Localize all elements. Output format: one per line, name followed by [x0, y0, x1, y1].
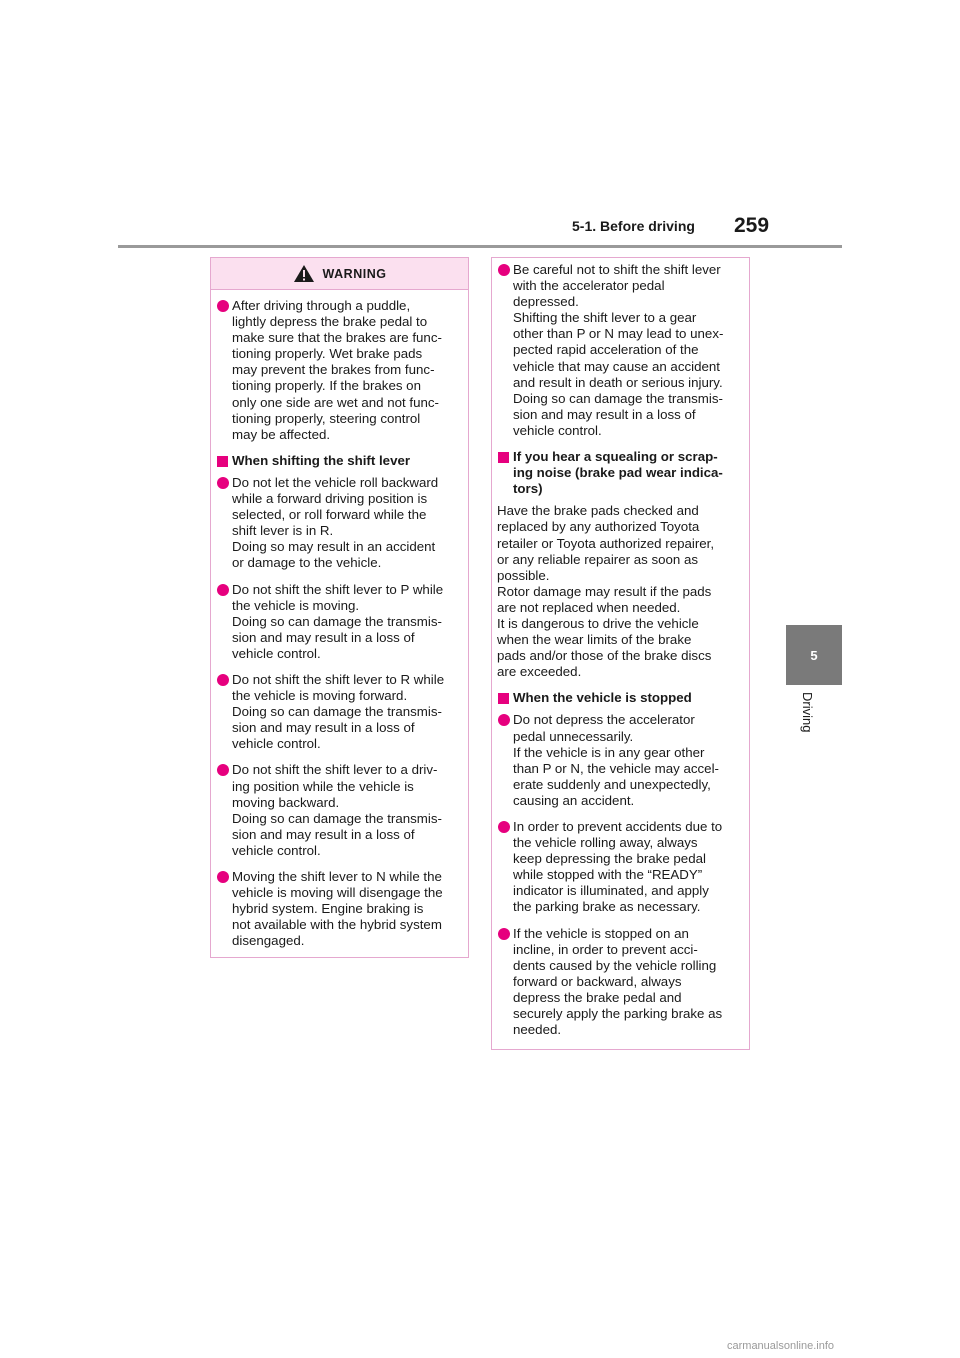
warning-list-right [492, 258, 749, 1038]
warning-box-right [491, 257, 750, 1050]
bullet-text: Do not depress the accelerator pedal unnecessarily. If the vehicle is in any gear other than P or N, the vehicle may accel- erate suddenly and unexpectedly, causing an accident. [513, 712, 719, 808]
bullet-text: Do not let the vehicle roll backward while a forward driving position is selected, or roll forward while the shift lever is in R. Doing so may result in an accident or damage to the vehicle. [232, 474, 439, 571]
bullet-text: After driving through a puddle, lightly depress the brake pedal to make sure that the brakes are func- tioning properly. Wet brake pads may prevent the brakes from func- tioning properly. If the brakes on only one side are wet and not func- tioning properly, steering control may be affected. [232, 298, 442, 442]
bullet-item [216, 672, 463, 752]
section-title: 5-1. Before driving [572, 218, 695, 234]
bullet-text: If the vehicle is stopped on an incline, in order to prevent acci- dents caused by the vehicle rolling forward or backward, always depress the brake pedal and securely apply the parking brake as needed. [513, 925, 723, 1038]
square-bullet-icon [217, 456, 228, 467]
subheading [216, 453, 463, 469]
bullet-dot-icon [498, 821, 510, 833]
bullet-dot-icon [498, 264, 510, 276]
bullet-dot-icon [217, 300, 229, 312]
page-number: 259 [734, 214, 770, 237]
bullet-text: Moving the shift lever to N while the vehicle is moving will disengage the hybrid system. Engine braking is not available with the hybrid system disengaged. [232, 869, 443, 949]
bullet-dot-icon [217, 871, 229, 883]
bullet-dot-icon [217, 477, 229, 489]
bullet-text: Be careful not to shift the shift lever with the accelerator pedal depressed. Shifting the shift lever to a gear other than P or N may lead to unex- pected rapid acceleration of the vehicle that may cause an accident and result in death or serious injury. Doing so can damage the transmis- sion and may result in a loss of vehicle control. [513, 262, 724, 438]
warning-title: WARNING [322, 266, 387, 281]
warning-box-left [210, 257, 469, 958]
header-divider [118, 245, 842, 248]
chapter-tab[interactable] [786, 625, 842, 685]
bullet-dot-icon [498, 928, 510, 940]
bullet-dot-icon [217, 584, 229, 596]
bullet-text: Do not shift the shift lever to P while the vehicle is moving. Doing so can damage the transmis- sion and may result in a loss of vehicle control. [232, 581, 444, 661]
warning-header [211, 258, 468, 290]
subheading-text: When shifting the shift lever [232, 452, 411, 468]
bullet-text: In order to prevent accidents due to the vehicle rolling away, always keep depressing the brake pedal while stopped with the “READY” indicator is illuminated, and apply the parking brake as necessary. [513, 819, 723, 915]
bullet-dot-icon [217, 674, 229, 686]
bullet-dot-icon [498, 714, 510, 726]
chapter-tab-number: 5 [810, 647, 818, 663]
subheading [497, 690, 744, 706]
subheading [497, 449, 744, 497]
bullet-text: Do not shift the shift lever to a driv- ing position while the vehicle is moving backward. Doing so can damage the transmis- sion and may result in a loss of vehicle control. [232, 762, 442, 858]
bullet-item [216, 762, 463, 859]
bullet-item [497, 819, 744, 916]
subheading-text: When the vehicle is stopped [513, 690, 692, 706]
bullet-item [497, 712, 744, 809]
bullet-dot-icon [217, 764, 229, 776]
bullet-item [497, 262, 744, 439]
square-bullet-icon [498, 452, 509, 463]
bullet-item [216, 582, 463, 662]
bullet-text: Do not shift the shift lever to R while the vehicle is moving forward. Doing so can damage the transmis- sion and may result in a loss of vehicle control. [232, 671, 445, 752]
square-bullet-icon [498, 693, 509, 704]
footer-watermark: carmanualsonline.info [727, 1340, 835, 1352]
paragraph: Have the brake pads checked and replaced by any authorized Toyota retailer or Toyota authorized repairer, or any reliable repairer as soon as possible. Rotor damage may result if the pads are not replaced when needed. It is dangerous to drive the vehicle when the wear limits of the brake pads and/or those of the brake discs are exceeded. [497, 503, 715, 680]
warning-list-left [211, 290, 468, 949]
warning-triangle-icon [293, 264, 315, 283]
bullet-item [216, 475, 463, 572]
bullet-item [216, 869, 463, 949]
bullet-item [497, 926, 744, 1039]
bullet-item [216, 298, 463, 443]
chapter-label: Driving [800, 692, 815, 733]
subheading-text: If you hear a squealing or scrap- ing noise (brake pad wear indica- tors) [513, 449, 723, 497]
